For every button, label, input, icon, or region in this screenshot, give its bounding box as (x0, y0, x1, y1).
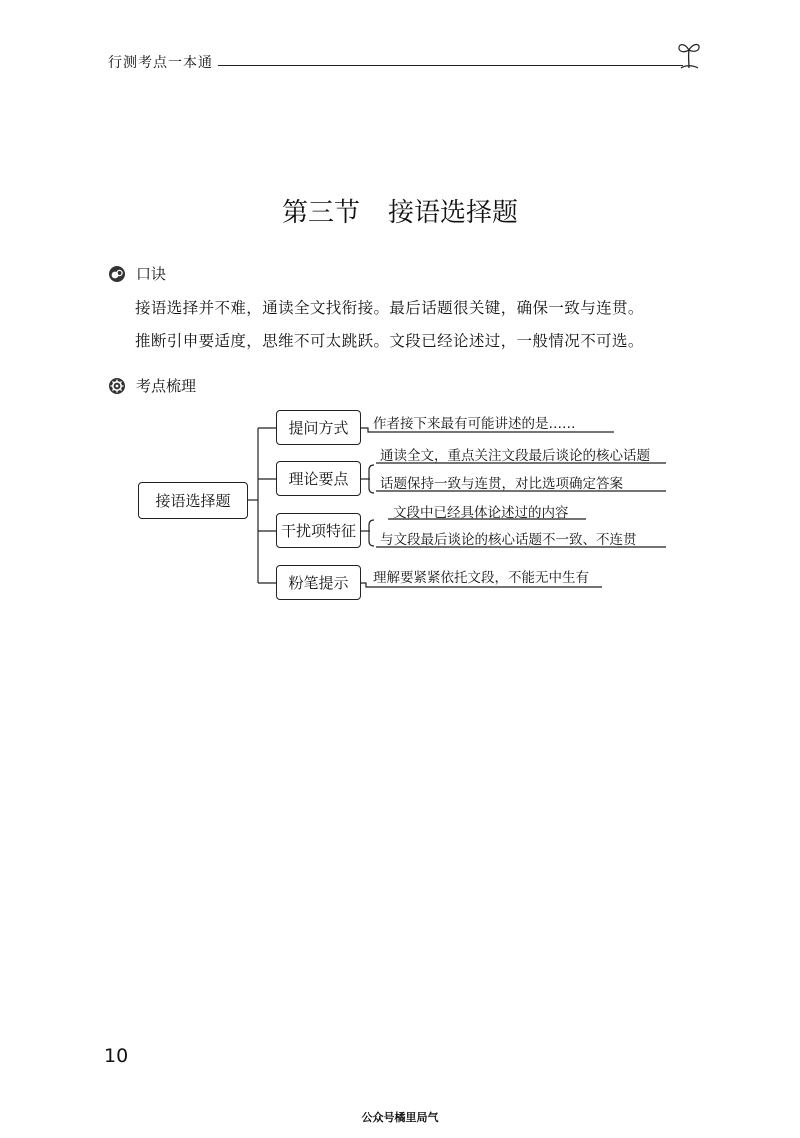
section-name: 接语选择题 (388, 198, 519, 228)
koujue-line-2: 推断引申要适度，思维不可太跳跃。文段已经论述过，一般情况不可选。 (135, 332, 644, 350)
mindmap-branch-distractor-features: 干扰项特征 (276, 513, 361, 548)
mindmap-leaf: 与文段最后谈论的核心话题不一致、不连贯 (380, 532, 637, 548)
mindmap-leaf: 通读全文，重点关注文段最后谈论的核心话题 (380, 448, 650, 464)
kaodian-heading-text: 考点梳理 (136, 377, 197, 395)
footer-watermark: 公众号橘里局气 (361, 1111, 439, 1124)
running-header-title: 行测考点一本通 (108, 55, 213, 71)
mindmap-leaf: 作者接下来最有可能讲述的是…… (373, 416, 576, 432)
mindmap-root: 接语选择题 (138, 482, 248, 519)
mindmap-leaf: 话题保持一致与连贯，对比选项确定答案 (380, 476, 623, 492)
mindmap-leaf: 理解要紧紧依托文段，不能无中生有 (373, 570, 589, 586)
mindmap-branch-question-style: 提问方式 (276, 410, 361, 445)
section-number: 第三节 (281, 198, 360, 228)
koujue-heading-text: 口诀 (136, 265, 167, 283)
page-number: 10 (104, 1045, 129, 1067)
mindmap-leaf: 文段中已经具体论述过的内容 (393, 505, 569, 521)
koujue-line-1: 接语选择并不难，通读全文找衔接。最后话题很关键，确保一致与连贯。 (135, 299, 644, 317)
mindmap-branch-theory-points: 理论要点 (276, 461, 361, 496)
mindmap-branch-tips: 粉笔提示 (276, 565, 361, 600)
